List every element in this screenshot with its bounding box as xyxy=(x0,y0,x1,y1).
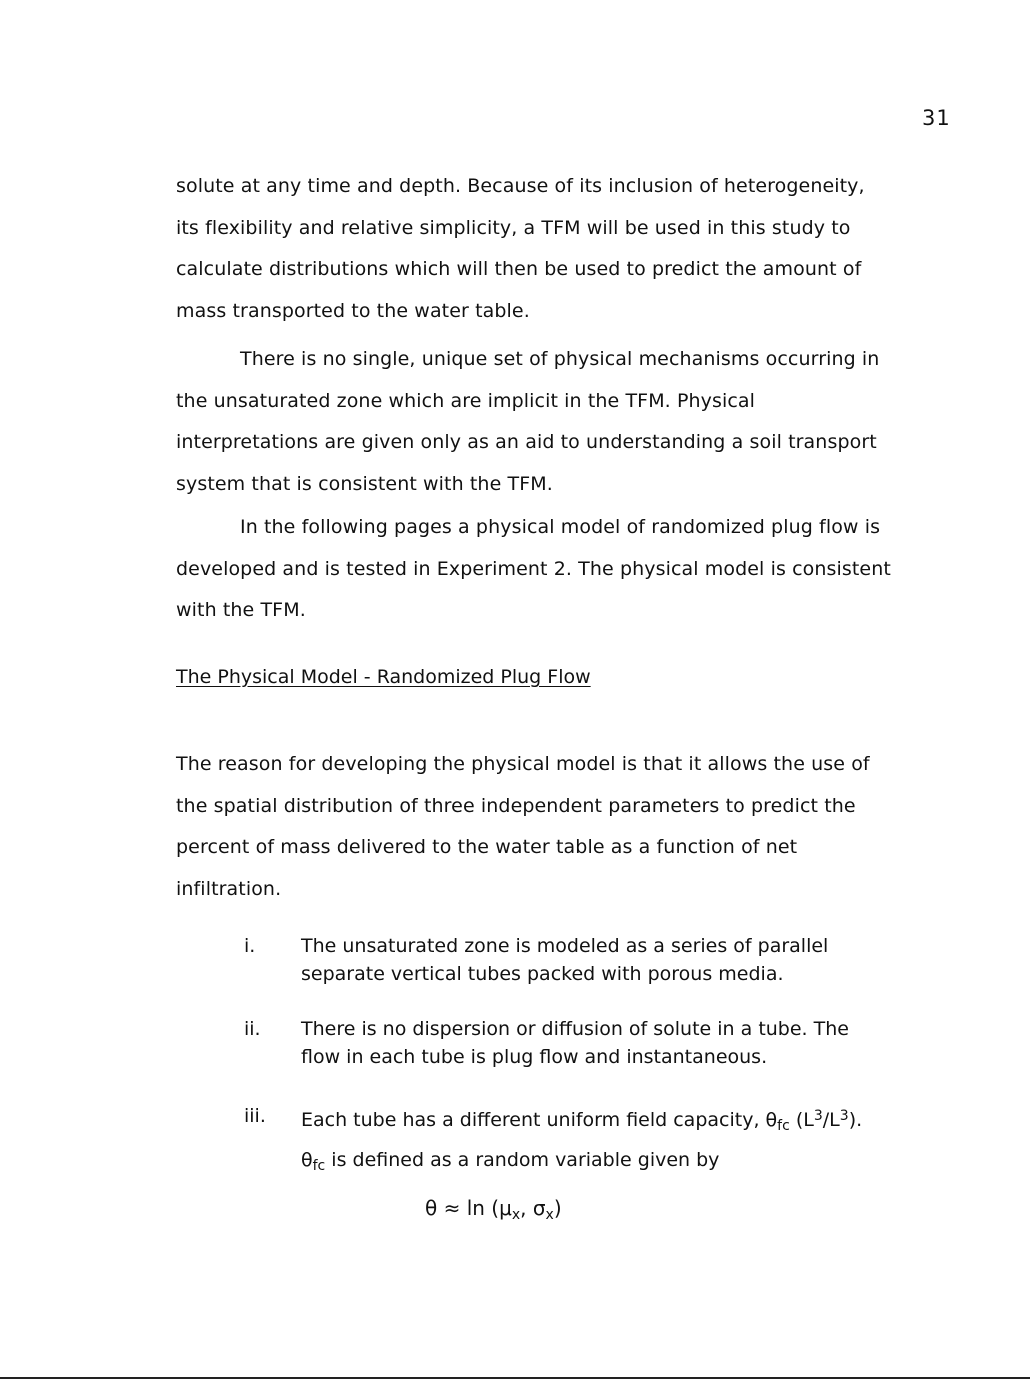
equation-segment: ) xyxy=(553,1196,562,1220)
text-line: infiltration. xyxy=(176,878,282,901)
subscript: x xyxy=(511,1207,521,1223)
equation-segment: , σ xyxy=(520,1196,546,1220)
list-text xyxy=(301,1015,849,1071)
page-number: 31 xyxy=(922,106,951,130)
text-line xyxy=(301,1102,862,1140)
superscript: 3 xyxy=(813,1108,823,1124)
list-text xyxy=(301,1102,862,1180)
text-segment: (L xyxy=(789,1109,814,1131)
text-line: with the TFM. xyxy=(176,599,306,622)
subscript: fc xyxy=(312,1158,326,1174)
equation xyxy=(425,1196,562,1223)
text-line: percent of mass delivered to the water table as a function of net xyxy=(176,836,798,859)
text-line: There is no dispersion or diffusion of solute in a tube. The xyxy=(301,1018,849,1040)
paragraph-2 xyxy=(176,339,936,506)
list-text xyxy=(301,932,828,988)
list-numeral: iii. xyxy=(244,1105,266,1127)
text-line xyxy=(301,1146,862,1180)
list-numeral: ii. xyxy=(244,1018,261,1040)
subscript: fc xyxy=(777,1118,790,1134)
text-line: There is no single, unique set of physical mechanisms occurring in xyxy=(240,348,880,370)
text-segment: ). xyxy=(848,1109,863,1131)
text-line: The reason for developing the physical model is that it allows the use of xyxy=(176,753,870,775)
text-segment: Each tube has a different uniform field capacity, θ xyxy=(301,1109,778,1131)
subscript: x xyxy=(545,1207,554,1223)
text-line: the unsaturated zone which are implicit in the TFM. Physical xyxy=(176,389,756,412)
superscript: 3 xyxy=(839,1108,849,1124)
text-line: solute at any time and depth. Because of its inclusion of heterogeneity, xyxy=(176,175,865,197)
bottom-rule xyxy=(0,1377,1030,1379)
text-line: mass transported to the water table. xyxy=(176,300,530,323)
text-line: separate vertical tubes packed with porous media. xyxy=(301,963,784,985)
paragraph-3 xyxy=(176,507,936,632)
text-line: system that is consistent with the TFM. xyxy=(176,473,553,496)
text-line: calculate distributions which will then be used to predict the amount of xyxy=(176,258,862,281)
paragraph-1 xyxy=(176,166,936,333)
text-segment: θ xyxy=(301,1149,313,1171)
text-segment: /L xyxy=(822,1109,840,1131)
section-heading: The Physical Model - Randomized Plug Flow xyxy=(176,666,591,688)
text-line: The unsaturated zone is modeled as a series of parallel xyxy=(301,935,829,957)
text-segment: is defined as a random variable given by xyxy=(325,1149,720,1171)
equation-segment: θ ≈ ln (μ xyxy=(425,1196,512,1220)
text-line: interpretations are given only as an aid to understanding a soil transport xyxy=(176,431,877,454)
text-line: developed and is tested in Experiment 2. The physical model is consistent xyxy=(176,557,891,580)
text-line: its flexibility and relative simplicity, a TFM will be used in this study to xyxy=(176,216,851,239)
list-numeral: i. xyxy=(244,935,256,957)
text-line: the spatial distribution of three independent parameters to predict the xyxy=(176,794,856,817)
text-line: In the following pages a physical model of randomized plug flow is xyxy=(240,516,881,538)
section-intro-paragraph xyxy=(176,744,936,911)
text-line: flow in each tube is plug flow and instantaneous. xyxy=(301,1046,768,1068)
